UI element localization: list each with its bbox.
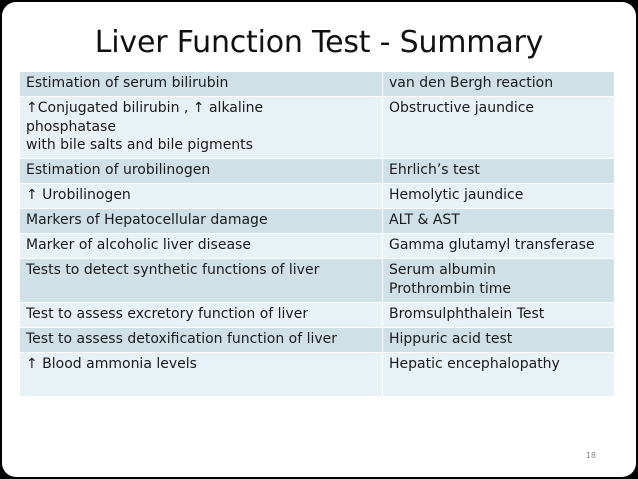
table-cell-test xyxy=(20,303,383,328)
table-cell-test xyxy=(20,72,383,97)
table-row xyxy=(20,328,615,353)
table-cell-result xyxy=(383,72,615,97)
cell-line: van den Bergh reaction xyxy=(389,75,554,91)
table-cell-result xyxy=(383,209,615,234)
table-cell-result xyxy=(383,303,615,328)
page-number: 18 xyxy=(585,451,596,460)
table-cell-result xyxy=(383,353,615,397)
cell-line: phosphatase xyxy=(26,118,116,135)
cell-line: Obstructive jaundice xyxy=(389,100,535,116)
table-row xyxy=(20,184,615,209)
cell-line: ↑ Urobilinogen xyxy=(26,187,131,203)
table-cell-result xyxy=(383,234,615,259)
table-cell-result xyxy=(383,97,615,159)
table-cell-test xyxy=(20,328,383,353)
table-cell-test xyxy=(20,159,383,184)
cell-line: Ehrlich’s test xyxy=(389,162,480,178)
slide xyxy=(2,2,636,477)
table-row xyxy=(20,259,615,303)
summary-table xyxy=(19,71,615,397)
cell-line: ↑Conjugated bilirubin , ↑ alkaline xyxy=(26,100,264,116)
table-cell-result xyxy=(383,328,615,353)
table-row xyxy=(20,209,615,234)
table-row xyxy=(20,97,615,159)
table-row xyxy=(20,72,615,97)
cell-line: with bile salts and bile pigments xyxy=(26,137,253,153)
table-cell-result xyxy=(383,259,615,303)
cell-line: Marker of alcoholic liver disease xyxy=(26,237,251,253)
table-cell-result xyxy=(383,184,615,209)
table-cell-test xyxy=(20,353,383,397)
cell-line: Hippuric acid test xyxy=(389,331,513,347)
table-cell-test xyxy=(20,209,383,234)
table-cell-test xyxy=(20,234,383,259)
table-cell-test xyxy=(20,259,383,303)
cell-line: Serum albumin xyxy=(389,262,496,278)
cell-line: Test to assess excretory function of liver xyxy=(26,306,309,322)
table-cell-test xyxy=(20,184,383,209)
cell-line: ALT & AST xyxy=(389,212,460,228)
cell-line: Hemolytic jaundice xyxy=(389,187,524,203)
cell-line: Prothrombin time xyxy=(389,280,511,297)
table-cell-result xyxy=(383,159,615,184)
cell-line: ↑ Blood ammonia levels xyxy=(26,356,197,372)
cell-line: Markers of Hepatocellular damage xyxy=(26,212,268,228)
table-cell-test xyxy=(20,97,383,159)
table-row xyxy=(20,159,615,184)
table-row xyxy=(20,234,615,259)
cell-line: Estimation of serum bilirubin xyxy=(26,75,229,91)
cell-line: Gamma glutamyl transferase xyxy=(389,237,595,253)
cell-line: Bromsulphthalein Test xyxy=(389,306,545,322)
cell-line: Estimation of urobilinogen xyxy=(26,162,211,178)
slide-title: Liver Function Test - Summary xyxy=(94,25,544,60)
cell-line: Hepatic encephalopathy xyxy=(389,356,560,372)
table-row xyxy=(20,303,615,328)
table-row xyxy=(20,353,615,397)
cell-line: Tests to detect synthetic functions of liver xyxy=(26,262,320,278)
cell-line: Test to assess detoxification function of liver xyxy=(26,331,338,347)
